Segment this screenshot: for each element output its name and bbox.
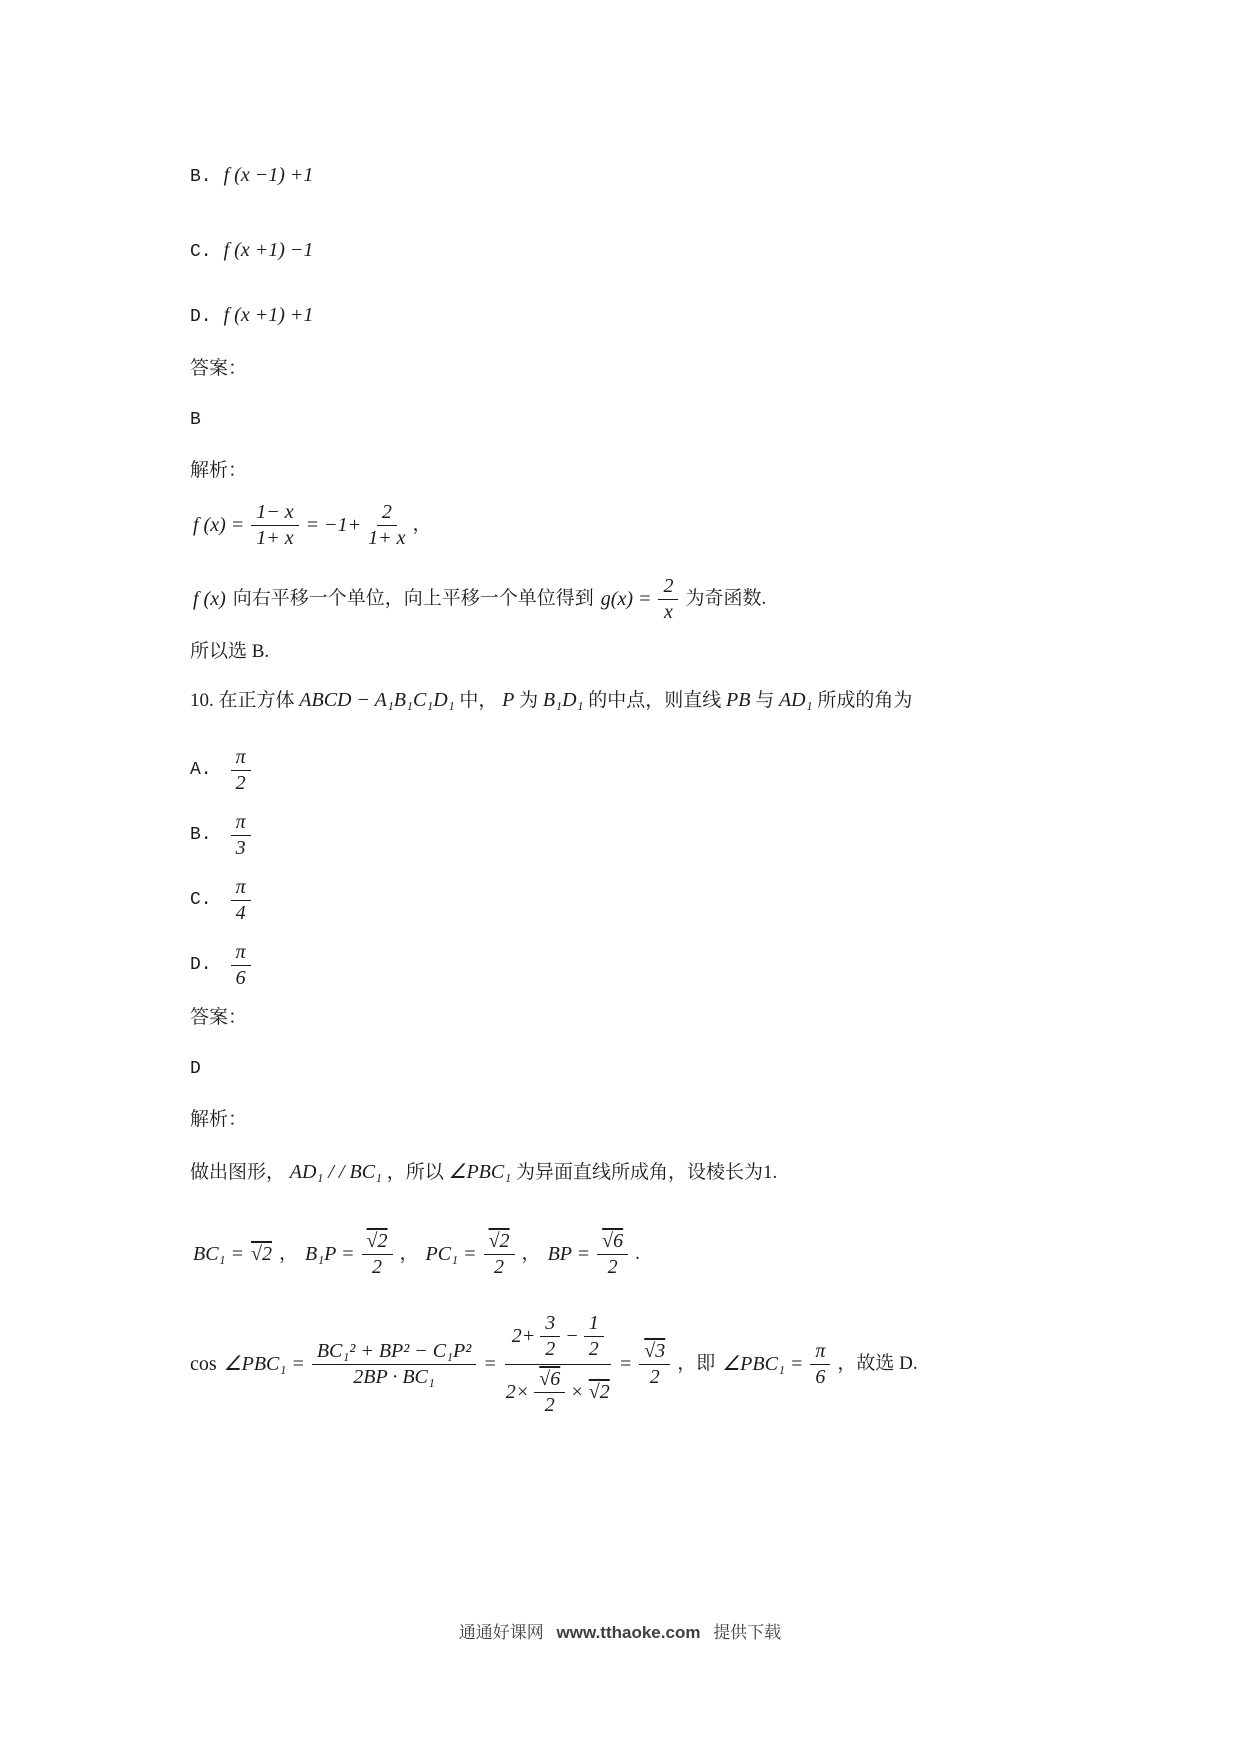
text: 做出图形，	[190, 1162, 286, 1183]
option-label: C.	[190, 889, 212, 910]
text: 为异面直线所成角，设棱长为1.	[515, 1162, 778, 1183]
text: ，所以	[386, 1162, 444, 1183]
option-line-c	[190, 238, 313, 264]
fraction: $\frac{1- x}{1+ x}$	[251, 501, 298, 550]
fraction: $\frac{√3}{2}$	[639, 1340, 670, 1389]
math-pb: PB	[726, 689, 751, 711]
footer-suffix: 提供下载	[713, 1623, 782, 1642]
option-line-b	[190, 163, 313, 189]
math-b1d1: B₁D₁	[542, 689, 584, 711]
math-bc1: BC₁ =	[193, 1242, 245, 1265]
math-angle-lhs: ∠PBC₁ =	[223, 1352, 305, 1375]
text: 为奇函数.	[685, 588, 767, 610]
equals-sign: =	[618, 1352, 633, 1375]
equation-fx	[193, 490, 432, 560]
text: 在正方体	[218, 690, 295, 711]
fraction: $\frac{√2}{2}$	[484, 1230, 515, 1279]
option-label: C.	[190, 242, 212, 262]
text: 的中点，则直线	[588, 690, 722, 711]
big-fraction: 2+ $\frac{3}{2}$ − $\frac{1}{2}$ 2× $\frac{√6}{2}$ × √2	[505, 1311, 610, 1416]
analysis-label: 解析：	[190, 1109, 248, 1130]
question-stem	[190, 688, 912, 713]
math-ad1: AD₁	[778, 689, 813, 711]
punctuation: .	[635, 1243, 640, 1265]
equals-sign: =	[483, 1352, 497, 1375]
answer-value: D	[190, 1059, 201, 1079]
math-p: P	[502, 689, 515, 711]
answer-value: B	[190, 410, 201, 430]
fraction: $\frac{\pi}{6}$	[231, 941, 251, 990]
math-bp: BP =	[547, 1242, 591, 1265]
footer-site-name: 通通好课网	[458, 1623, 544, 1642]
punctuation: ，	[412, 514, 432, 536]
fraction: $\frac{2}{1+ x}$	[368, 500, 406, 549]
fraction: $\frac{√2}{2}$	[362, 1230, 393, 1279]
punctuation: ，	[399, 1243, 419, 1265]
option-expression: f (x +1) +1	[223, 304, 314, 326]
option-expression: f (x −1) +1	[223, 164, 314, 186]
option-expression: f (x +1) −1	[223, 239, 314, 261]
option-label: D.	[190, 307, 212, 327]
math-b1p: B₁P =	[305, 1242, 355, 1265]
option-line-c2	[190, 872, 251, 928]
translation-line	[193, 568, 766, 630]
fraction: $\frac{\pi}{6}$	[810, 1340, 830, 1389]
punctuation: ，	[521, 1243, 541, 1265]
math-cube: ABCD − A₁B₁C₁D₁	[299, 689, 455, 711]
figure-line	[190, 1160, 777, 1185]
text: 为	[519, 690, 539, 711]
text: ，即	[677, 1353, 716, 1375]
text: 与	[755, 690, 775, 711]
math-angle: ∠PBC₁	[448, 1161, 512, 1183]
cos-text: cos	[190, 1352, 217, 1375]
math-lhs: f (x) =	[193, 513, 245, 536]
option-label: A.	[190, 759, 212, 780]
cos-equation	[190, 1298, 918, 1430]
fraction: $\frac{\pi}{3}$	[231, 811, 251, 860]
math-gx: g(x) =	[600, 587, 652, 610]
math-pc1: PC₁ =	[425, 1242, 477, 1265]
text: 向右平移一个单位，向上平移一个单位得到	[232, 588, 594, 610]
fraction: $\frac{√6}{2}$	[534, 1368, 565, 1417]
fraction: $\frac{\pi}{4}$	[231, 876, 251, 925]
option-label: B.	[190, 824, 212, 845]
punctuation: ，	[279, 1243, 299, 1265]
math-mid: = −1+	[305, 513, 362, 536]
question-number: 10.	[190, 690, 214, 711]
text: 中，	[459, 690, 498, 711]
option-label: D.	[190, 954, 212, 975]
answer-label: 答案：	[190, 358, 248, 379]
math-angle-result: ∠PBC₁ =	[722, 1352, 804, 1375]
text: 所成的角为	[817, 690, 913, 711]
fraction: $\frac{3}{2}$	[540, 1312, 560, 1361]
page-footer	[0, 1618, 1240, 1643]
fraction: $\frac{\text{BC₁² + BP² − C₁P²}}{\text{2BP · BC₁}}$	[312, 1340, 476, 1389]
option-line-d	[190, 303, 313, 329]
footer-url: www.tthaoke.com	[556, 1623, 701, 1642]
answer-label: 答案：	[190, 1007, 248, 1028]
text: ，故选 D.	[837, 1353, 918, 1375]
fraction: $\frac{2}{x}$	[658, 575, 678, 624]
fraction: $\frac{√6}{2}$	[597, 1230, 628, 1279]
option-line-d2	[190, 937, 251, 993]
option-label: B.	[190, 167, 212, 187]
math-fx: f (x)	[193, 587, 226, 610]
lengths-line	[193, 1222, 640, 1286]
conclusion-line: 所以选 B.	[190, 641, 270, 662]
fraction: $\frac{\pi}{2}$	[231, 746, 251, 795]
option-line-b2	[190, 807, 251, 863]
sqrt-value: √2	[251, 1242, 272, 1265]
fraction: $\frac{1}{2}$	[584, 1312, 604, 1361]
option-line-a	[190, 742, 251, 798]
math-parallel: AD₁ / / BC₁	[289, 1161, 383, 1183]
analysis-label: 解析：	[190, 460, 248, 481]
